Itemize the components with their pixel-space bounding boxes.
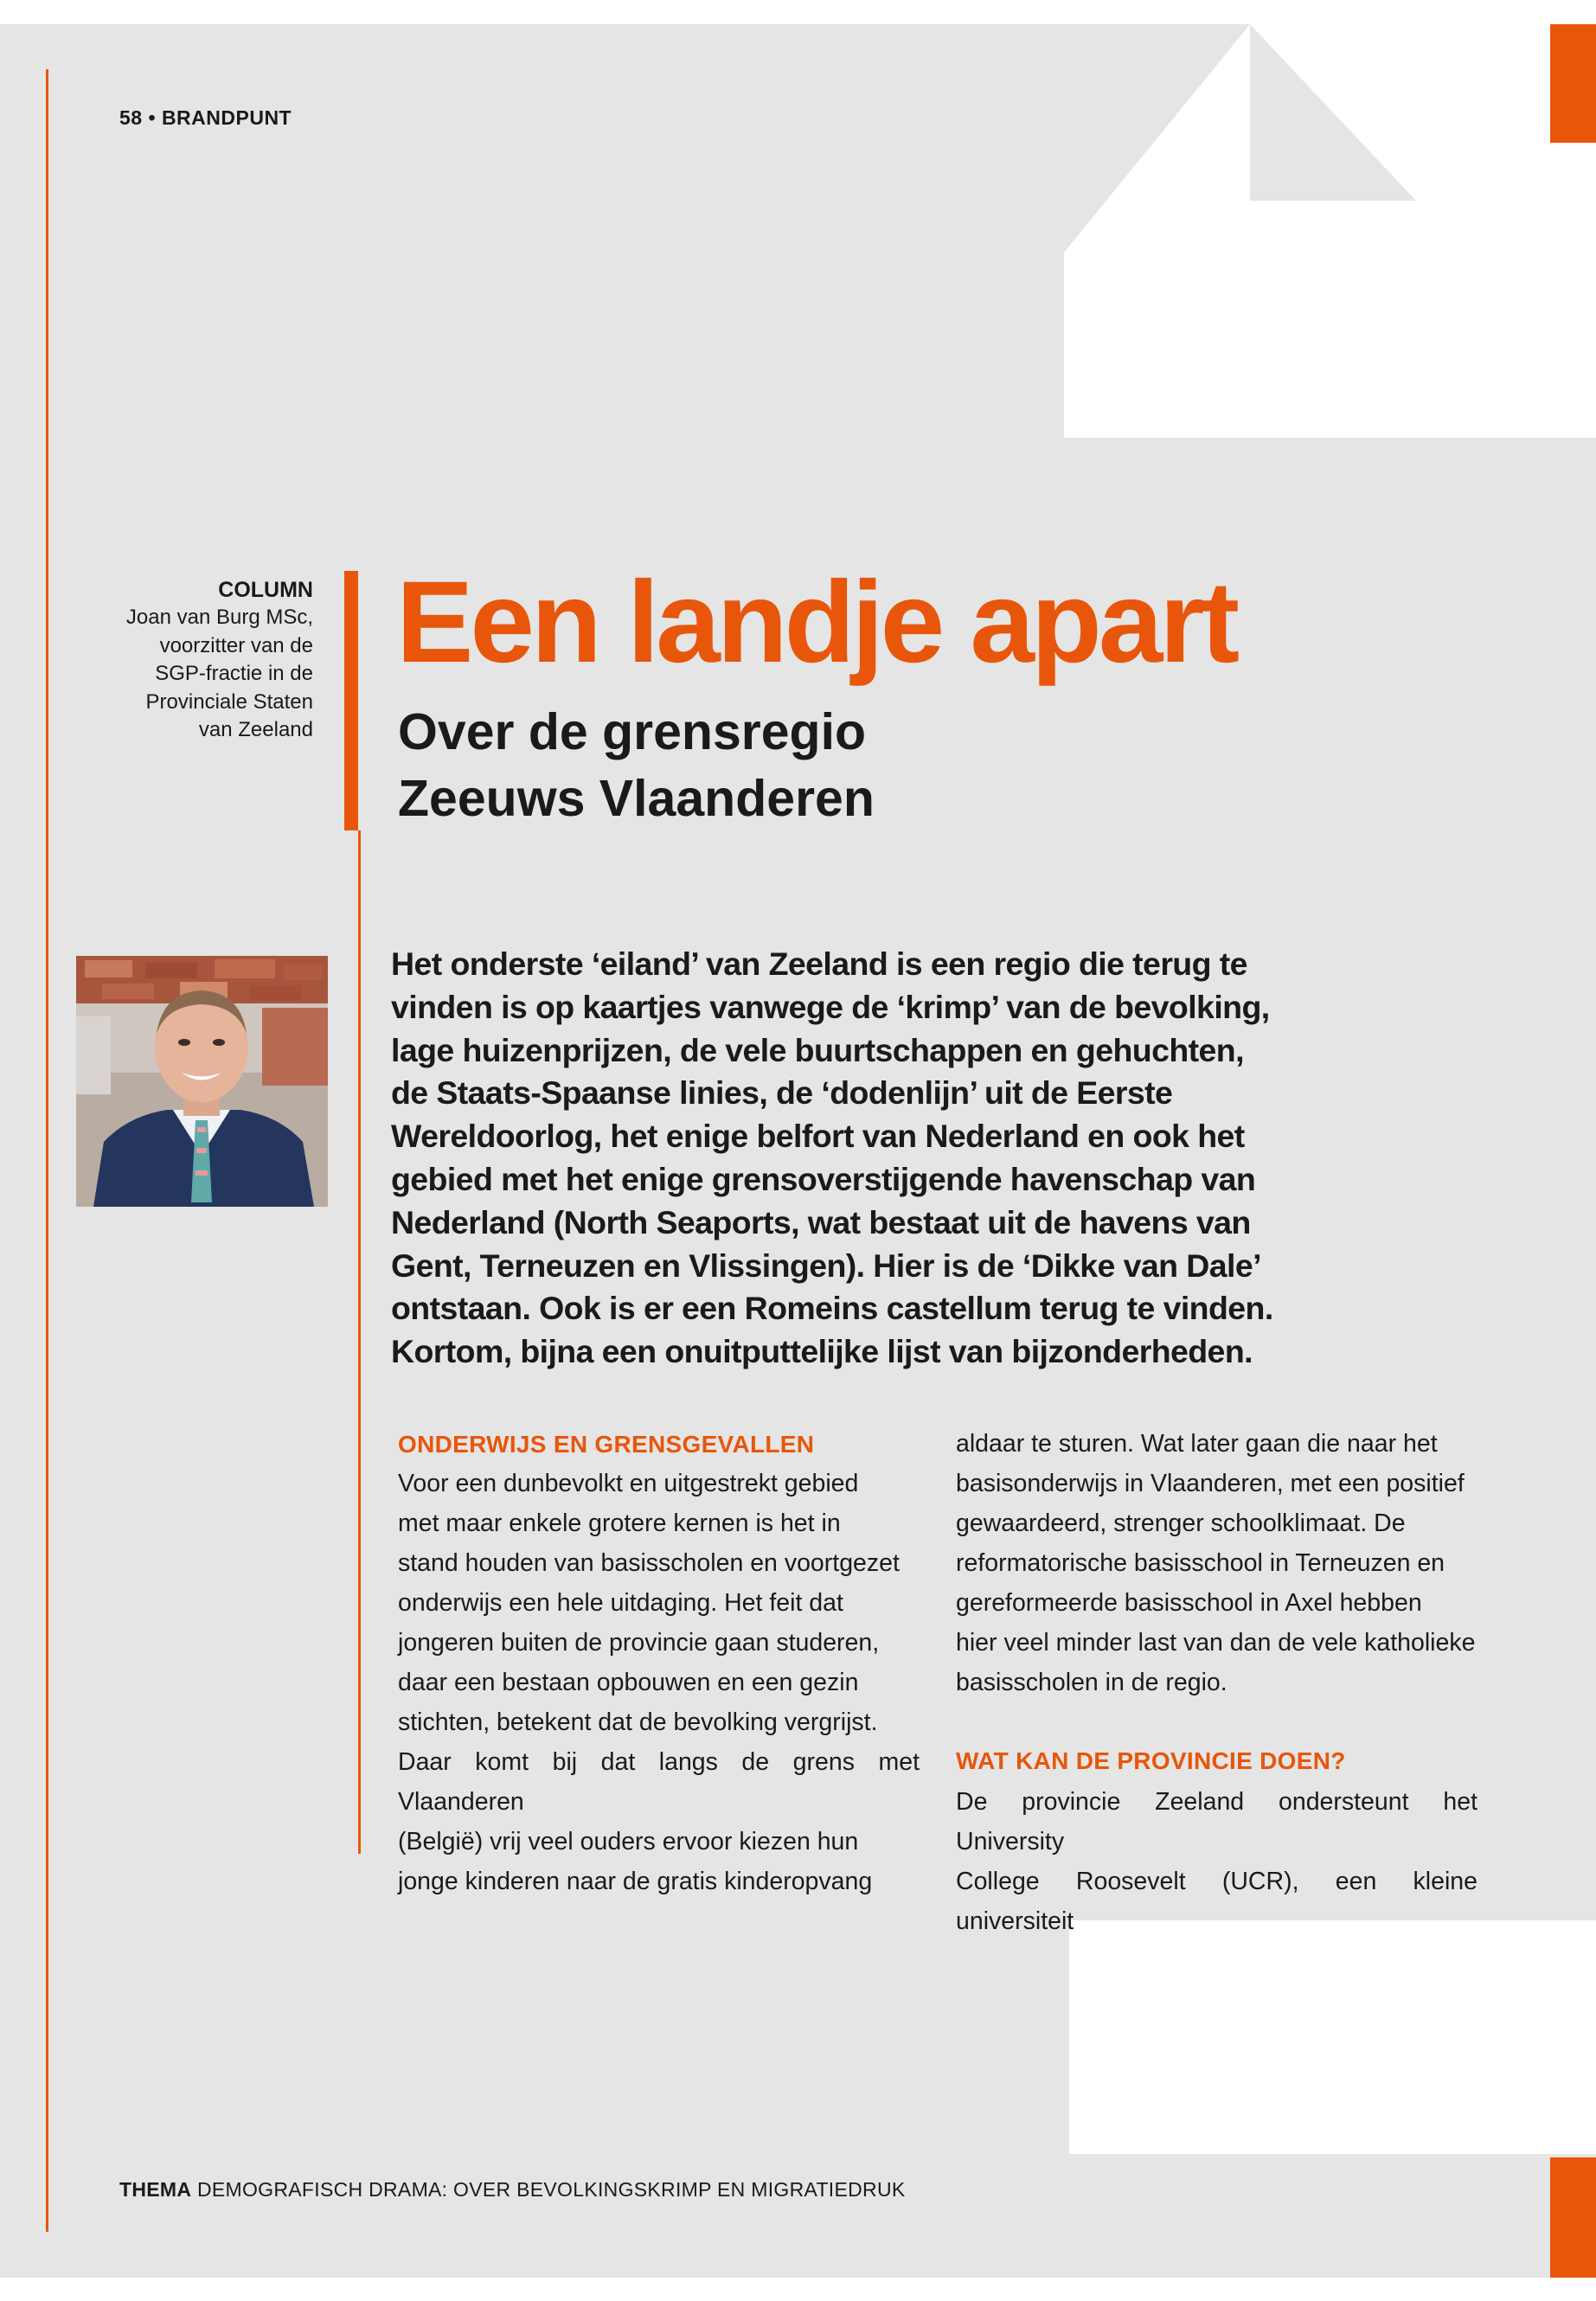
bottom-right-white-block [1069,1920,1596,2154]
intro-paragraph [391,943,1360,1374]
title-accent-bar [344,571,358,830]
content-vertical-rule [358,830,361,1854]
footer-theme-label: THEMA [119,2178,192,2201]
body-line: (België) vrij veel ouders ervoor kiezen hun [398,1828,859,1856]
body-line: De provincie Zeeland ondersteunt het University [956,1788,1477,1856]
body-line: onderwijs een hele uitdaging. Het feit dat [398,1589,843,1617]
body-line: met maar enkele grotere kernen is het in [398,1509,841,1537]
body-column-right [956,1424,1477,1702]
author-line: Joan van Burg MSc, [125,606,313,629]
subtitle-line: Zeeuws Vlaanderen [398,770,875,827]
intro-line: vinden is op kaartjes vanwege de ‘krimp’ van de bevolking, [391,988,1270,1025]
author-portrait [76,956,328,1207]
intro-line: de Staats-Spaanse linies, de ‘dodenlijn’ uit de Eerste [391,1074,1173,1112]
body-line: basisonderwijs in Vlaanderen, met een positief [956,1470,1465,1497]
section-name: BRANDPUNT [161,106,292,129]
body-line: Voor een dunbevolkt en uitgestrekt gebied [398,1470,859,1497]
left-margin-rule [46,69,48,2232]
intro-line: Kortom, bijna een onuitputtelijke lijst van bijzonderheden. [391,1333,1253,1370]
intro-line: Wereldoorlog, het enige belfort van Nederland en ook het [391,1118,1245,1155]
body-line: hier veel minder last van dan de vele katholieke [956,1629,1476,1657]
author-line: voorzitter van de [159,633,313,657]
body-line: basisscholen in de regio. [956,1669,1227,1696]
body-line: reformatorische basisschool in Terneuzen en [956,1549,1445,1577]
page-footer [119,2178,906,2202]
author-line: Provinciale Staten [145,689,313,714]
section-heading-onderwijs: ONDERWIJS EN GRENSGEVALLEN [398,1431,815,1458]
body-line: gereformeerde basisschool in Axel hebben [956,1589,1422,1617]
article-title: Een landje apart [396,558,1237,687]
footer-theme-text: DEMOGRAFISCH DRAMA: OVER BEVOLKINGSKRIMP EN MIGRATIEDRUK [196,2178,906,2201]
intro-line: Nederland (North Seaports, wat bestaat uit de havens van [391,1203,1251,1240]
body-line: Daar komt bij dat langs de grens met Vlaanderen [398,1748,920,1816]
body-column-right-section2 [956,1782,1477,1941]
column-label: COLUMN [218,578,313,602]
article-subtitle [398,699,875,832]
header-separator: • [148,106,157,129]
intro-line: gebied met het enige grensoverstijgende havenschap van [391,1160,1256,1197]
body-line: gewaardeerd, strenger schoolklimaat. De [956,1509,1406,1537]
body-column-left [398,1464,920,1901]
top-right-white-wedge [1250,24,1596,201]
intro-line: Gent, Terneuzen en Vlissingen). Hier is de ‘Dikke van Dale’ [391,1247,1261,1284]
bottom-right-orange-tab [1550,2157,1596,2278]
top-right-orange-tab [1550,24,1596,143]
subtitle-line: Over de grensregio [398,703,867,760]
intro-line: Het onderste ‘eiland’ van Zeeland is een regio die terug te [391,945,1247,982]
body-line: jongeren buiten de provincie gaan studeren, [398,1629,880,1657]
body-line: aldaar te sturen. Wat later gaan die naar het [956,1430,1438,1458]
body-line: stand houden van basisscholen en voortgezet [398,1549,900,1577]
intro-line: ontstaan. Ook is er een Romeins castellum terug te vinden. [391,1290,1273,1327]
section-heading-provincie: WAT KAN DE PROVINCIE DOEN? [956,1747,1346,1774]
body-line: daar een bestaan opbouwen en een gezin [398,1669,859,1696]
author-line: van Zeeland [198,718,313,741]
body-line: College Roosevelt (UCR), een kleine universiteit [956,1868,1477,1935]
body-line: jonge kinderen naar de gratis kinderopvang [398,1868,873,1895]
author-info [78,604,313,745]
author-line: SGP-fractie in de [155,662,313,685]
body-line: stichten, betekent dat de bevolking vergrijst. [398,1708,878,1736]
intro-line: lage huizenprijzen, de vele buurtschappen en gehuchten, [391,1031,1244,1068]
page-header [119,106,292,130]
page-number: 58 [119,106,143,129]
